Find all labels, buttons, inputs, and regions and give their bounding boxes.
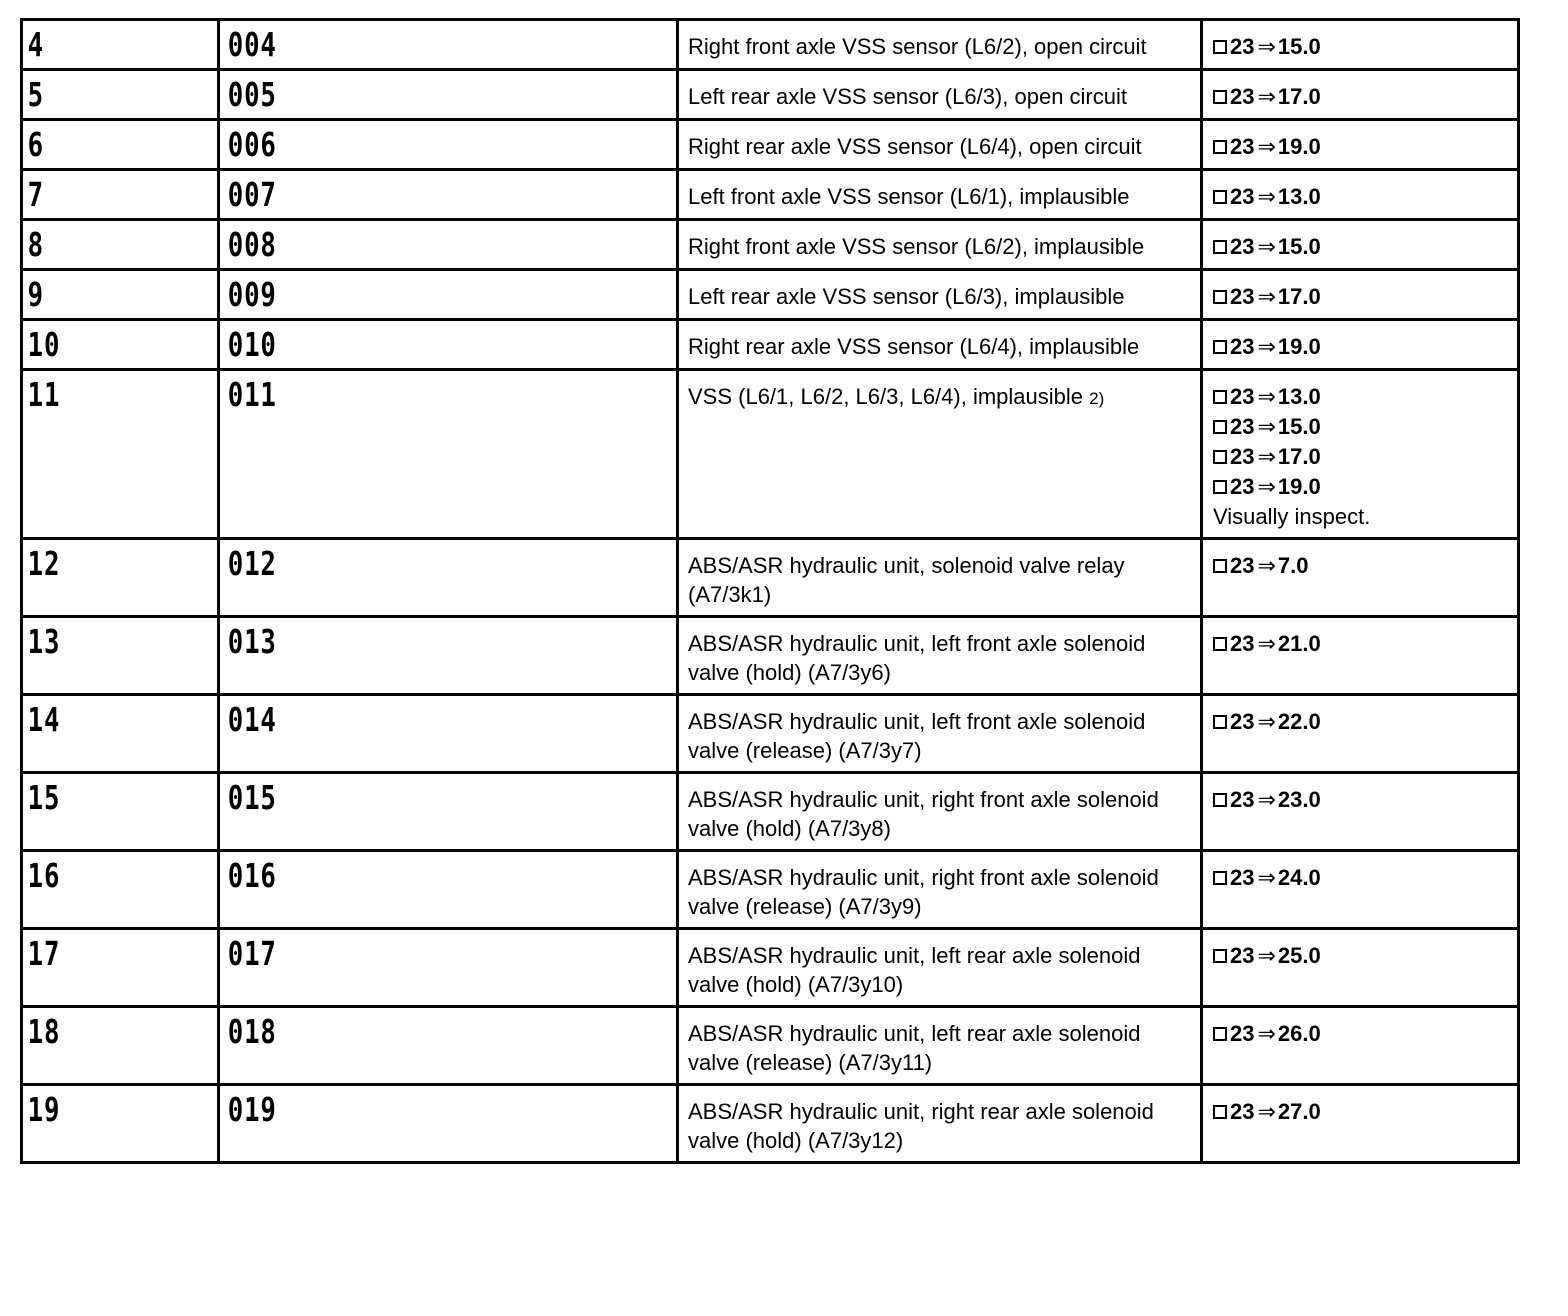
test-steps [1203,271,1517,318]
double-right-arrow-icon: ⇒ [1257,235,1276,260]
blink-code-cell [22,320,219,370]
blink-code: 8 [27,225,44,264]
test-step-reference [1213,442,1509,472]
fault-code: 013 [227,622,277,661]
fault-code-cell [219,773,678,851]
test-group: 23 [1230,334,1255,359]
test-group: 23 [1230,631,1255,656]
double-right-arrow-icon: ⇒ [1257,944,1276,969]
test-box-icon [1213,190,1227,204]
test-step-cell [1202,120,1519,170]
test-steps [1203,540,1517,587]
test-step-reference [1213,941,1509,971]
test-steps [1203,321,1517,368]
table-row [22,1007,1519,1085]
fault-description [679,171,1200,217]
test-step-reference [1213,863,1509,893]
test-step-cell [1202,370,1519,539]
fault-description [679,371,1200,419]
test-steps [1203,21,1517,68]
description-cell [678,539,1202,617]
table-row [22,539,1519,617]
fault-code-cell [219,120,678,170]
test-box-icon [1213,240,1227,254]
test-box-icon [1213,420,1227,434]
table-row [22,120,1519,170]
test-step-reference [1213,707,1509,737]
blink-code-cell [22,1085,219,1163]
blink-code-cell [22,695,219,773]
blink-code: 10 [27,325,61,364]
blink-code: 7 [27,175,44,214]
test-step-cell [1202,773,1519,851]
double-right-arrow-icon: ⇒ [1257,385,1276,410]
test-group: 23 [1230,474,1255,499]
blink-code: 12 [27,544,61,583]
description-cell [678,70,1202,120]
fault-code-cell [219,617,678,695]
description-text: Right rear axle VSS sensor (L6/4), open circuit [688,134,1142,159]
test-steps [1203,1086,1517,1133]
double-right-arrow-icon: ⇒ [1257,85,1276,110]
blink-code-cell [22,270,219,320]
test-step-cell [1202,320,1519,370]
fault-description [679,1086,1200,1161]
table-row [22,220,1519,270]
table-row [22,270,1519,320]
test-step-reference [1213,232,1509,262]
double-right-arrow-icon: ⇒ [1257,710,1276,735]
table-row [22,851,1519,929]
test-step-reference [1213,551,1509,581]
test-step-reference [1213,282,1509,312]
description-text: VSS (L6/1, L6/2, L6/3, L6/4), implausible [688,384,1084,409]
description-text: Left rear axle VSS sensor (L6/3), implausible [688,284,1125,309]
fault-description [679,852,1200,927]
fault-code-cell [219,270,678,320]
blink-code-cell [22,370,219,539]
test-step-reference [1213,332,1509,362]
fault-description [679,930,1200,1005]
double-right-arrow-icon: ⇒ [1257,185,1276,210]
test-step: 17.0 [1277,84,1321,109]
test-steps [1203,171,1517,218]
blink-code: 14 [27,700,61,739]
double-right-arrow-icon: ⇒ [1257,475,1276,500]
test-box-icon [1213,1027,1227,1041]
blink-code: 5 [27,75,44,114]
test-step-reference [1213,132,1509,162]
test-step: 13.0 [1277,384,1321,409]
test-box-icon [1213,450,1227,464]
test-group: 23 [1230,444,1255,469]
double-right-arrow-icon: ⇒ [1257,632,1276,657]
test-step-reference [1213,1097,1509,1127]
double-right-arrow-icon: ⇒ [1257,415,1276,440]
blink-code-cell [22,220,219,270]
test-step-reference [1213,472,1509,502]
description-cell [678,929,1202,1007]
fault-code: 018 [227,1012,277,1051]
test-group: 23 [1230,234,1255,259]
fault-code-cell [219,70,678,120]
test-steps [1203,852,1517,899]
blink-code: 18 [27,1012,61,1051]
description-cell [678,1085,1202,1163]
test-group: 23 [1230,1099,1255,1124]
test-group: 23 [1230,284,1255,309]
fault-code: 004 [227,25,277,64]
description-text: ABS/ASR hydraulic unit, left front axle solenoid valve (release) (A7/3y7) [688,709,1146,763]
test-group: 23 [1230,134,1255,159]
description-text: ABS/ASR hydraulic unit, left front axle solenoid valve (hold) (A7/3y6) [688,631,1146,685]
description-cell [678,120,1202,170]
test-box-icon [1213,871,1227,885]
test-step: 15.0 [1277,234,1321,259]
test-step-reference [1213,382,1509,412]
fault-code: 009 [227,275,277,314]
table-row [22,617,1519,695]
fault-code-cell [219,170,678,220]
test-box-icon [1213,480,1227,494]
description-cell [678,20,1202,70]
test-step-cell [1202,20,1519,70]
table-row [22,773,1519,851]
blink-code: 13 [27,622,61,661]
fault-description [679,1008,1200,1083]
double-right-arrow-icon: ⇒ [1257,35,1276,60]
test-group: 23 [1230,34,1255,59]
table-row [22,695,1519,773]
test-step-cell [1202,929,1519,1007]
test-group: 23 [1230,384,1255,409]
test-step-cell [1202,695,1519,773]
test-step-cell [1202,617,1519,695]
table-row [22,70,1519,120]
description-cell [678,1007,1202,1085]
fault-code: 012 [227,544,277,583]
fault-code: 006 [227,125,277,164]
fault-description [679,696,1200,771]
description-text: Left front axle VSS sensor (L6/1), implausible [688,184,1130,209]
test-step: 15.0 [1277,414,1321,439]
test-step-cell [1202,539,1519,617]
double-right-arrow-icon: ⇒ [1257,788,1276,813]
test-box-icon [1213,140,1227,154]
test-group: 23 [1230,553,1255,578]
test-box-icon [1213,290,1227,304]
blink-code-cell [22,170,219,220]
test-box-icon [1213,340,1227,354]
test-step-cell [1202,851,1519,929]
description-cell [678,851,1202,929]
fault-code-cell [219,539,678,617]
fault-code-cell [219,1085,678,1163]
test-step: 26.0 [1277,1021,1321,1046]
fault-code: 016 [227,856,277,895]
double-right-arrow-icon: ⇒ [1257,1100,1276,1125]
blink-code: 17 [27,934,61,973]
description-cell [678,270,1202,320]
fault-description [679,618,1200,693]
test-step: 17.0 [1277,284,1321,309]
test-step: 17.0 [1277,444,1321,469]
description-text: ABS/ASR hydraulic unit, right rear axle solenoid valve (hold) (A7/3y12) [688,1099,1154,1153]
test-group: 23 [1230,84,1255,109]
test-box-icon [1213,559,1227,573]
test-steps [1203,71,1517,118]
fault-code: 008 [227,225,277,264]
test-group: 23 [1230,1021,1255,1046]
test-step: 27.0 [1277,1099,1321,1124]
description-text: Right front axle VSS sensor (L6/2), implausible [688,234,1145,259]
fault-code: 011 [227,375,277,414]
test-steps [1203,930,1517,977]
test-step-cell [1202,170,1519,220]
test-steps [1203,774,1517,821]
double-right-arrow-icon: ⇒ [1257,285,1276,310]
fault-description [679,121,1200,167]
fault-code: 007 [227,175,277,214]
double-right-arrow-icon: ⇒ [1257,554,1276,579]
fault-description [679,221,1200,267]
blink-code-cell [22,773,219,851]
description-cell [678,773,1202,851]
test-steps [1203,618,1517,665]
test-steps [1203,371,1517,537]
test-step-cell [1202,220,1519,270]
description-text: ABS/ASR hydraulic unit, right front axle solenoid valve (hold) (A7/3y8) [688,787,1159,841]
test-step: 7.0 [1277,553,1309,578]
blink-code-cell [22,617,219,695]
fault-description [679,774,1200,849]
fault-code-cell [219,370,678,539]
double-right-arrow-icon: ⇒ [1257,1022,1276,1047]
fault-code-table [20,18,1520,1164]
blink-code-cell [22,851,219,929]
test-step-reference [1213,412,1509,442]
fault-code-rows [22,20,1519,1163]
test-step: 13.0 [1277,184,1321,209]
test-box-icon [1213,390,1227,404]
test-group: 23 [1230,414,1255,439]
test-step-cell [1202,70,1519,120]
test-box-icon [1213,793,1227,807]
fault-code: 010 [227,325,277,364]
description-text: ABS/ASR hydraulic unit, right front axle solenoid valve (release) (A7/3y9) [688,865,1159,919]
description-cell [678,370,1202,539]
test-step-cell [1202,270,1519,320]
fault-description [679,321,1200,367]
test-step-reference [1213,182,1509,212]
test-box-icon [1213,949,1227,963]
blink-code: 6 [27,125,44,164]
test-step: 25.0 [1277,943,1321,968]
blink-code: 19 [27,1090,61,1129]
test-step: 15.0 [1277,34,1321,59]
fault-code: 005 [227,75,277,114]
fault-code-cell [219,220,678,270]
test-group: 23 [1230,865,1255,890]
test-box-icon [1213,637,1227,651]
blink-code: 15 [27,778,61,817]
test-step: 24.0 [1277,865,1321,890]
test-group: 23 [1230,787,1255,812]
double-right-arrow-icon: ⇒ [1257,135,1276,160]
test-steps [1203,221,1517,268]
table-row [22,370,1519,539]
test-group: 23 [1230,709,1255,734]
description-text: Left rear axle VSS sensor (L6/3), open circuit [688,84,1127,109]
test-step-reference [1213,82,1509,112]
table-row [22,929,1519,1007]
test-step-cell [1202,1085,1519,1163]
test-group: 23 [1230,184,1255,209]
fault-code-cell [219,1007,678,1085]
test-box-icon [1213,715,1227,729]
description-text: Right rear axle VSS sensor (L6/4), implausible [688,334,1140,359]
test-box-icon [1213,1105,1227,1119]
test-step: 22.0 [1277,709,1321,734]
description-cell [678,220,1202,270]
test-box-icon [1213,90,1227,104]
blink-code: 11 [27,375,61,414]
blink-code-cell [22,120,219,170]
blink-code-cell [22,70,219,120]
test-step-cell [1202,1007,1519,1085]
table-row [22,170,1519,220]
description-cell [678,320,1202,370]
description-text: ABS/ASR hydraulic unit, solenoid valve relay (A7/3k1) [688,553,1125,607]
fault-description [679,71,1200,117]
test-step-reference [1213,1019,1509,1049]
table-row [22,1085,1519,1163]
fault-code-cell [219,695,678,773]
test-note: Visually inspect. [1213,504,1371,529]
fault-code-cell [219,851,678,929]
fault-code: 014 [227,700,277,739]
fault-code: 017 [227,934,277,973]
blink-code-cell [22,929,219,1007]
test-step-reference [1213,629,1509,659]
footnote-ref: 2) [1089,389,1105,408]
fault-description [679,271,1200,317]
double-right-arrow-icon: ⇒ [1257,335,1276,360]
double-right-arrow-icon: ⇒ [1257,866,1276,891]
fault-code-cell [219,320,678,370]
test-step: 19.0 [1277,334,1321,359]
description-cell [678,170,1202,220]
double-right-arrow-icon: ⇒ [1257,445,1276,470]
blink-code: 16 [27,856,61,895]
blink-code-cell [22,20,219,70]
test-steps [1203,1008,1517,1055]
fault-code: 019 [227,1090,277,1129]
description-cell [678,617,1202,695]
blink-code-cell [22,1007,219,1085]
fault-code: 015 [227,778,277,817]
description-text: ABS/ASR hydraulic unit, left rear axle solenoid valve (hold) (A7/3y10) [688,943,1141,997]
test-step: 23.0 [1277,787,1321,812]
fault-code-cell [219,929,678,1007]
blink-code: 4 [27,25,44,64]
test-steps [1203,121,1517,168]
test-step: 19.0 [1277,134,1321,159]
description-text: ABS/ASR hydraulic unit, left rear axle solenoid valve (release) (A7/3y11) [688,1021,1141,1075]
description-text: Right front axle VSS sensor (L6/2), open circuit [688,34,1147,59]
test-box-icon [1213,40,1227,54]
fault-description [679,540,1200,615]
description-cell [678,695,1202,773]
blink-code: 9 [27,275,44,314]
table-row [22,20,1519,70]
fault-description [679,21,1200,67]
test-step: 21.0 [1277,631,1321,656]
test-step-reference [1213,785,1509,815]
blink-code-cell [22,539,219,617]
table-row [22,320,1519,370]
test-steps [1203,696,1517,743]
test-step: 19.0 [1277,474,1321,499]
test-group: 23 [1230,943,1255,968]
fault-code-cell [219,20,678,70]
test-step-reference [1213,32,1509,62]
